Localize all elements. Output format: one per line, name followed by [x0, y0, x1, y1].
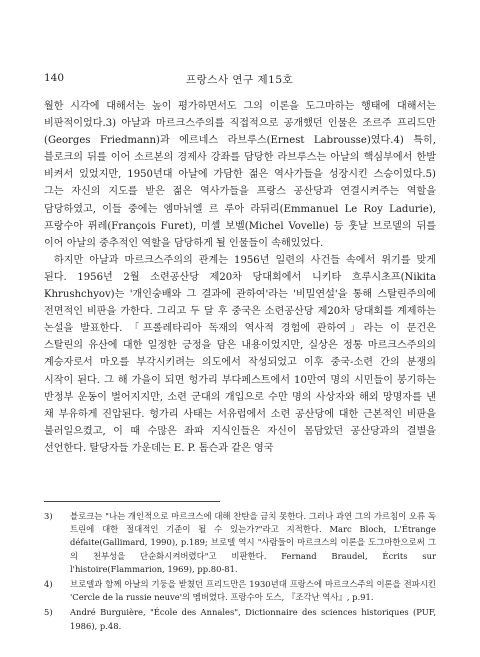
footnote-text: 브로델과 함께 아날의 기둥을 받쳤던 프리드만은 1930년대 프랑스에 마르크스주의 이론을 전파시킨 'Cercle de la russie neuve'의 멤버였다. 프랑수아 도스, 『조각난 역사』, p.91.	[70, 579, 436, 603]
journal-title: 프랑스사 연구 제15호	[186, 74, 294, 86]
running-header	[44, 72, 436, 86]
footnote-number: 5)	[44, 607, 53, 618]
footnote-text: André Burguière, "École des Annales", Dictionnaire des sciences historiques (PUF, 1986), p.48.	[70, 607, 436, 631]
paragraph: 월한 시각에 대해서는 높이 평가하면서도 그의 이론을 도그마하는 행태에 대해서는 비판적이었다.3) 아날과 마르크스주의를 직접적으로 공개했던 인물은 조르주 프리드만(Georges Friedmann)과 에르네스 라브루스(Ernest Labrousse)였다.4) 특히, 블로크의 뒤를 이어 소르본의 경제사 강좌를 담당한 라브루스는 아날의 핵심부에서 한발 비켜서 있었지만, 1950년대 아날에 가담한 젊은 역사가들을 성장시킨 스승이었다.5) 그는 자신의 지도를 받은 젊은 역사가들을 프랑스 공산당과 연결시켜주는 역할을 담당하였고, 이들 중에는 엠마뉘엘 르 루아 라뒤리(Emmanuel Le Roy Ladurie), 프랑수아 퓌레(François Furet), 미셸 보벨(Michel Vovelle) 등 훗날 브로델의 뒤를 이어 아날의 중추적인 역할을 담당하게 될 인물들이 속해있었다.	[44, 101, 436, 249]
paragraph: 하지만 아날과 마르크스주의의 관계는 1956년 일련의 사건들 속에서 위기를 맞게 된다. 1956년 2월 소련공산당 제20차 당대회에서 니키타 흐루시초프(Nikita Khrushchyov)는 '개인숭배와 그 결과에 관하여'라는 '비밀연설'을 통해 스탈린주의에 전면적인 비판을 가한다. 그리고 두 달 후 중국은 소련공산당 제20차 당대회를 계제하는 논설을 발표한다. 「프롤레타리아 독재의 역사적 경험에 관하여」라는 이 문건은 스탈린의 유산에 대한 일정한 긍정을 담은 내용이었지만, 실상은 정통 마르크스주의의 계승자로서 마오를 부각시키려는 의도에서 작성되었고 이후 중국-소련 간의 분쟁의 시작이 된다. 그 해 가을이 되면 헝가리 부다페스트에서 10만여 명의 시민들이 봉기하는 반정부 운동이 벌어지지만, 소련 군대의 개입으로 수만 명의 사상자와 해외 망명자를 낸 채 부유하게 진압된다. 헝가리 사태는 서유럽에서 소련 공산당에 대한 근본적인 비판을 불러일으켰고, 이 때 수많은 좌파 지식인들은 자신이 몸담았던 공산당과의 결별을 선언한다. 탈당자들 가운데는 E. P. 톰슨과 같은 영국	[44, 254, 436, 454]
footnote-number: 4)	[44, 579, 53, 590]
footnote-divider	[44, 501, 220, 502]
body-text	[44, 98, 436, 457]
footnote	[44, 606, 436, 632]
footnote	[44, 578, 436, 604]
page-number: 140	[44, 72, 65, 84]
footnote-text: 블로크는 "나는 개인적으로 마르크스에 대해 찬탄을 금치 못한다. 그러나 과연 그의 가르침이 오류 독트린에 대한 절대적인 기준이 될 수 있는가?"라고 지적한다. Marc Bloch, L'Étrange défaite(Gallimard, 1990), p.189; 브로델 역시 "사람들이 마르크스의 이론을 도그마한으로써 그의 천부성을 단순화시켜버렸다"고 비판한다. Fernand Braudel, Écrits sur l'histoire(Flammarion, 1969), pp.80-81.	[70, 511, 436, 574]
footnote	[44, 510, 436, 576]
footnote-number: 3)	[44, 511, 53, 521]
footnotes	[44, 510, 436, 635]
